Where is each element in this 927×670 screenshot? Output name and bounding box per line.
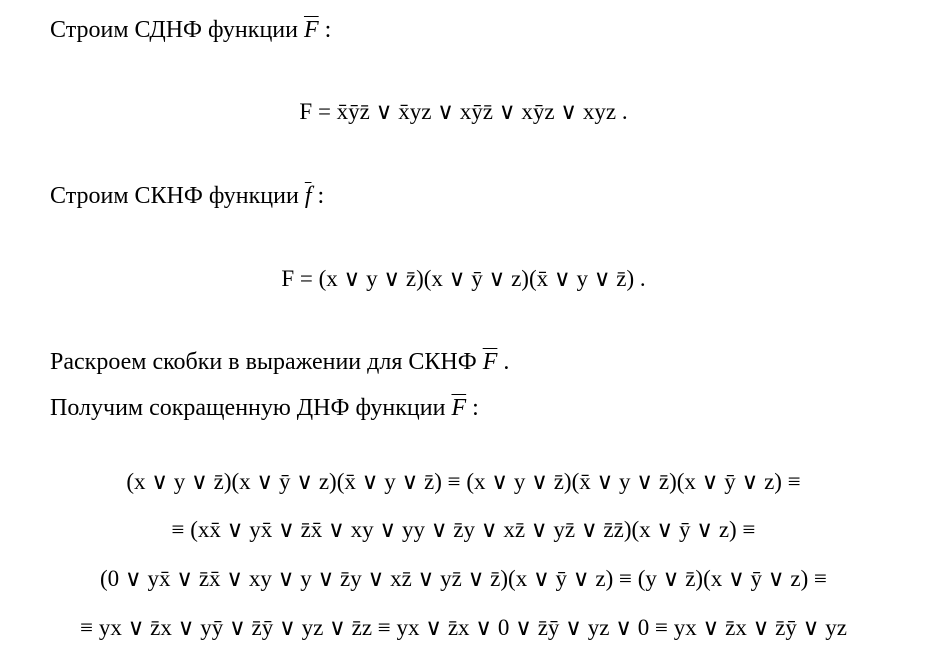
reduced-line-symbol: $\overline{F}$ (451, 395, 467, 421)
sknf-formula: F = (x ∨ y ∨ z̄)(x ∨ ȳ ∨ z)(x̄ ∨ y ∨ z̄) . (281, 266, 646, 291)
heading-sknf (50, 182, 324, 210)
expand-line (50, 348, 509, 376)
heading-sdnf-text: Строим СДНФ функции (50, 17, 298, 43)
reduced-line-text: Получим сокращенную ДНФ функции (50, 395, 446, 421)
heading-sknf-tail: : (317, 183, 325, 209)
derivation-line-2: ≡ (xx̄ ∨ yx̄ ∨ z̄x̄ ∨ xy ∨ yy ∨ z̄y ∨ xz̄ ∨ yz̄ ∨ z̄z̄)(x ∨ ȳ ∨ z) ≡ (171, 517, 756, 542)
heading-sdnf-tail: : (324, 17, 332, 43)
heading-sdnf-symbol: $\overline{F}$ (303, 17, 319, 43)
heading-sknf-symbol: $\overline{f}$ (304, 183, 312, 209)
derivation-line-1: (x ∨ y ∨ z̄)(x ∨ ȳ ∨ z)(x̄ ∨ y ∨ z̄) ≡ (x ∨ y ∨ z̄)(x̄ ∨ y ∨ z̄)(x ∨ ȳ ∨ z) ≡ (126, 469, 801, 494)
reduced-line (50, 394, 479, 422)
derivation-line-4: ≡ yx ∨ z̄x ∨ yȳ ∨ z̄ȳ ∨ yz ∨ z̄z ≡ yx ∨ z̄x ∨ 0 ∨ z̄ȳ ∨ yz ∨ 0 ≡ yx ∨ z̄x ∨ z̄ȳ ∨ yz (80, 615, 847, 640)
reduced-line-tail: : (472, 395, 479, 421)
heading-sdnf (50, 16, 331, 44)
heading-sknf-text: Строим СКНФ функции (50, 183, 299, 209)
expand-line-text: Раскроем скобки в выражении для СКНФ (50, 349, 477, 375)
derivation-line-3: (0 ∨ yx̄ ∨ z̄x̄ ∨ xy ∨ y ∨ z̄y ∨ xz̄ ∨ yz̄ ∨ z̄)(x ∨ ȳ ∨ z) ≡ (y ∨ z̄)(x ∨ ȳ ∨ z) ≡ (100, 566, 827, 591)
sdnf-formula: F = x̄ȳz̄ ∨ x̄yz ∨ xȳz̄ ∨ xȳz ∨ xyz . (299, 99, 628, 124)
expand-line-tail: . (503, 349, 510, 375)
expand-line-symbol: $\overline{F}$ (482, 349, 498, 375)
